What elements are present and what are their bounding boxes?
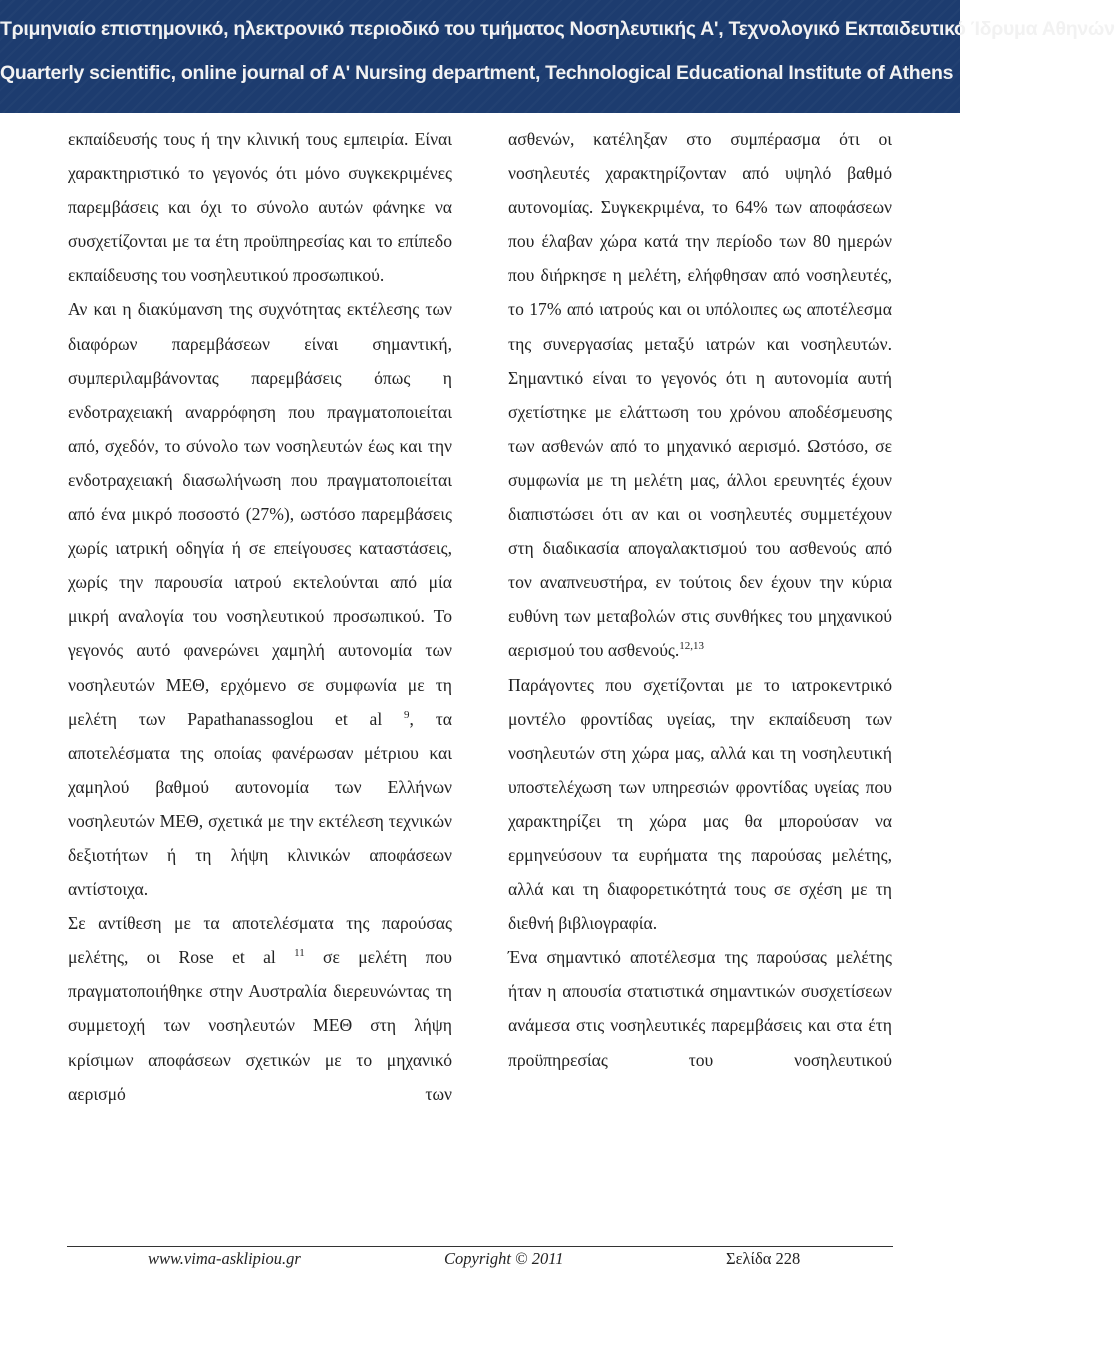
header-title-english: Quarterly scientific, online journal of A' Nursing department, Technological Educational Institute of Athens: [0, 62, 954, 84]
left-paragraph-3-text: Σε αντίθεση με τα αποτελέσματα της παρούσας μελέτης, οι Rose et al: [68, 913, 452, 968]
footer-divider: [67, 1246, 893, 1247]
left-paragraph-1: εκπαίδευσής τους ή την κλινική τους εμπειρία. Είναι χαρακτηριστικό το γεγονός ότι μόνο συγκεκριμένες παρεμβάσεις και όχι το σύνολο αυτών φάνηκε να συσχετίζονται με τα έτη προϋπηρεσίας και το επίπεδο εκπαίδευσης του νοσηλευτικού προσωπικού.: [68, 129, 452, 286]
left-paragraph-3-end: σε μελέτη που πραγματοποιήθηκε στην Αυστραλία διερευνώντας τη συμμετοχή των νοσηλευτών ΜΕΘ στη λήψη κρίσιμων αποφάσεων σχετικών με το μηχανικό αερισμό των: [68, 947, 452, 1104]
right-paragraph-3: Ένα σημαντικό αποτέλεσμα της παρούσας μελέτης ήταν η απουσία στατιστικά σημαντικών συσχετίσεων ανάμεσα στις νοσηλευτικές παρεμβάσεις και στα έτη προϋπηρεσίας του νοσηλευτικού: [508, 947, 892, 1070]
citation-9: 9: [404, 708, 410, 721]
left-column: [68, 122, 452, 1111]
right-paragraph-1: [508, 122, 892, 668]
right-column: [508, 122, 892, 1077]
right-paragraph-2: Παράγοντες που σχετίζονται με το ιατροκεντρικό μοντέλο φροντίδας υγείας, την εκπαίδευση των νοσηλευτών στη χώρα μας, αλλά και τη νοσηλευτική υποστελέχωση των υπηρεσιών φροντίδας υγείας που χαρακτηρίζει τη χώρα μας θα μπορούσαν να ερμηνεύσουν τα ευρήματα της παρούσας μελέτης, αλλά και τη διαφορετικότητά τους σε σχέση με τη διεθνή βιβλιογραφία.: [508, 674, 892, 934]
journal-header: [0, 0, 1115, 113]
footer-website-link[interactable]: www.vima-asklipiou.gr: [148, 1249, 301, 1268]
right-paragraph-1-text: ασθενών, κατέληξαν στο συμπέρασμα ότι οι νοσηλευτές χαρακτηρίζονταν από υψηλό βαθμό αυτονομίας. Συγκεκριμένα, το 64% των αποφάσεων που έλαβαν χώρα κατά την περίοδο των 80 ημερών που διήρκησε η μελέτη, ελήφθησαν από νοσηλευτές, το 17% από ιατρούς και οι υπόλοιπες ως αποτέλεσμα της συνεργασίας μεταξύ ιατρών και νοσηλευτών. Σημαντικό είναι το γεγονός ότι η αυτονομία αυτή σχετίστηκε με ελάττωση του χρόνου αποδέσμευσης των ασθενών από το μηχανικό αερισμό. Ωστόσο, σε συμφωνία με τη μελέτη μας, άλλοι ερευνητές έχουν διαπιστώσει ότι αν και οι νοσηλευτές συμμετέχουν στη διαδικασία απογαλακτισμού του ασθενούς από τον αναπνευστήρα, εν τούτοις δεν έχουν την κύρια ευθύνη των μεταβολών στις συνθήκες του μηχανικού αερισμού του ασθενούς.: [508, 129, 892, 661]
left-paragraph-2: [68, 292, 452, 906]
footer-copyright: Copyright © 2011: [444, 1249, 564, 1268]
citation-12-13: 12,13: [679, 640, 705, 653]
left-paragraph-2-end: , τα αποτελέσματα της οποίας φανέρωσαν μέτριου και χαμηλού βαθμού αυτονομία των Ελλήνων νοσηλευτών ΜΕΘ, σχετικά με την εκτέλεση τεχνικών δεξιοτήτων ή τη λήψη κλινικών αποφάσεων αντίστοιχα.: [68, 708, 453, 900]
left-paragraph-3: [68, 906, 452, 1111]
header-title-greek: Τριμηνιαίο επιστημονικό, ηλεκτρονικό περιοδικό του τμήματος Νοσηλευτικής Α', Τεχνολογικό Εκπαιδευτικό Ίδρυμα Αθηνών: [0, 18, 1115, 40]
citation-11: 11: [294, 947, 305, 960]
footer-page-number: Σελίδα 228: [726, 1249, 801, 1268]
left-paragraph-2-text: Αν και η διακύμανση της συχνότητας εκτέλεσης των διαφόρων παρεμβάσεων είναι σημαντική, συμπεριλαμβάνοντας παρεμβάσεις όπως η ενδοτραχειακή αναρρόφηση που πραγματοποιείται από, σχεδόν, το σύνολο των νοσηλευτών έως και την ενδοτραχειακή διασωλήνωση που πραγματοποιείται από ένα μικρό ποσοστό (27%), ωστόσο παρεμβάσεις χωρίς ιατρική οδηγία ή σε επείγουσες καταστάσεις, χωρίς την παρουσία ιατρού εκτελούνται από μία μικρή αναλογία του νοσηλευτικού προσωπικού. Το γεγονός αυτό φανερώνει χαμηλή αυτονομία των νοσηλευτών ΜΕΘ, ερχόμενο σε συμφωνία με τη μελέτη των Papathanassoglou et al: [68, 299, 452, 729]
